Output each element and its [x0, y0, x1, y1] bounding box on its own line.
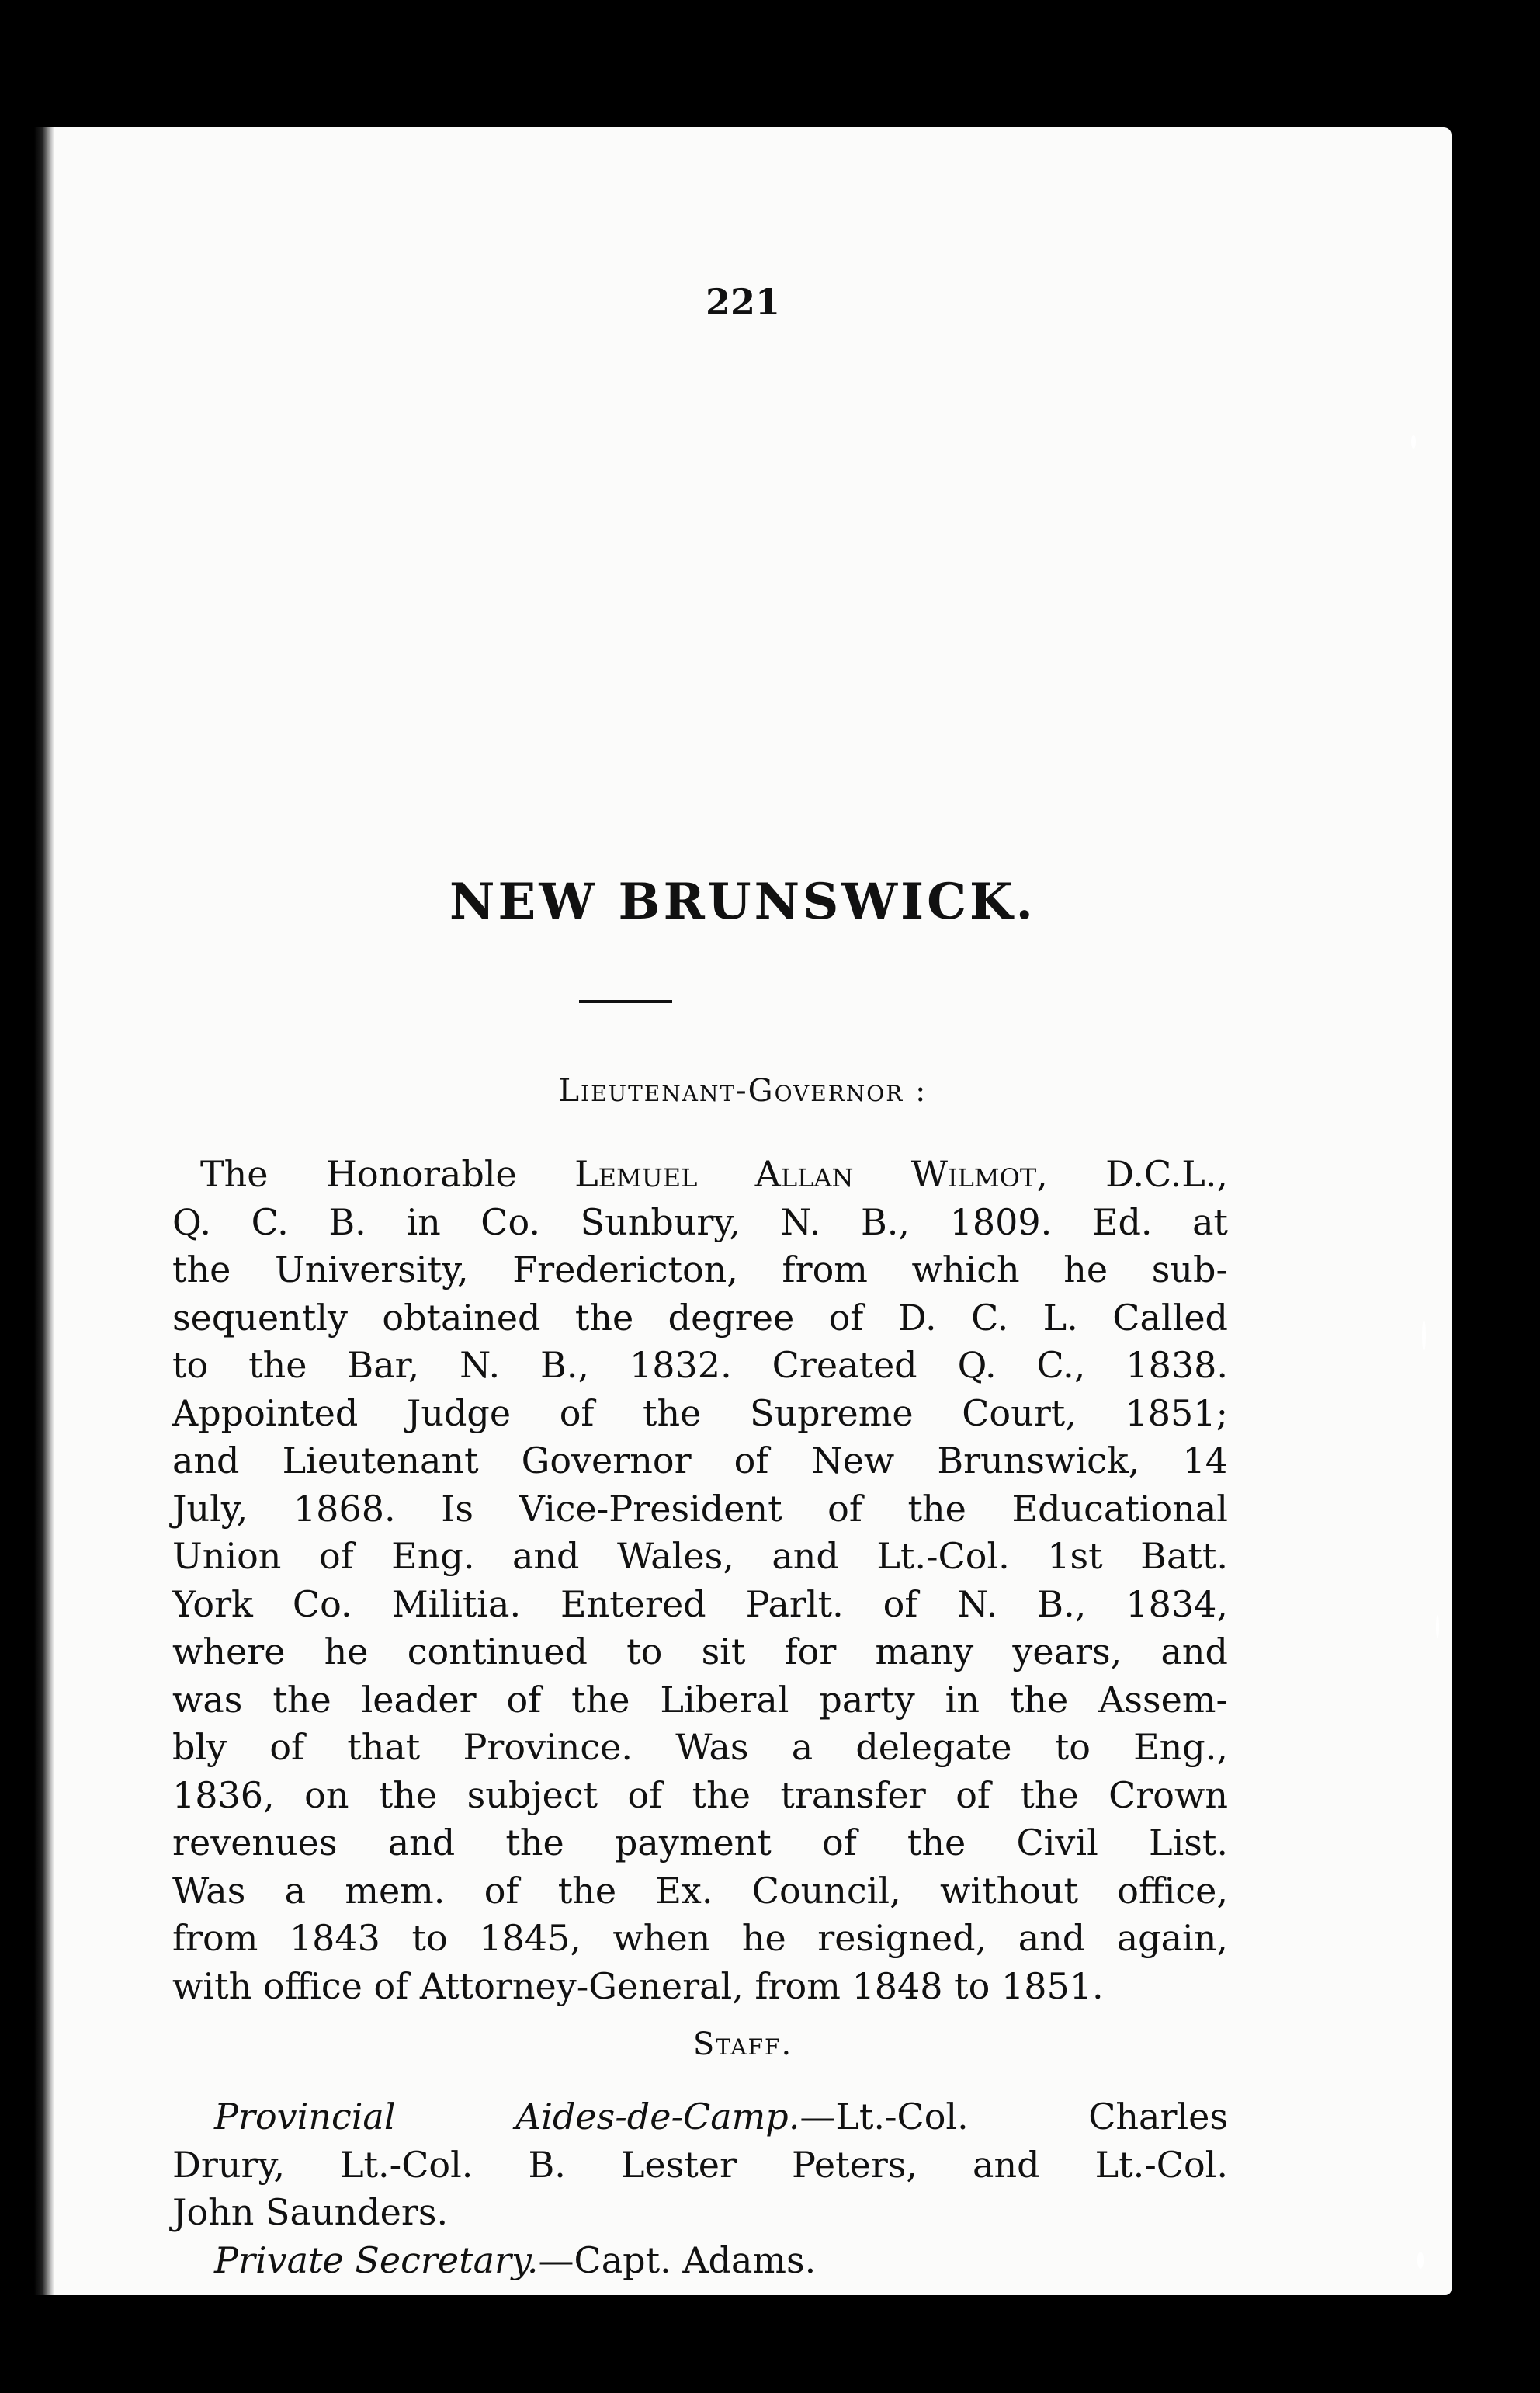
biography-line-suffix: , D.C.L., [1036, 1153, 1229, 1195]
biography-line: and Lieutenant Governor of New Brunswick, 14 [172, 1440, 1228, 1481]
binding-shadow [34, 127, 54, 2295]
biography-line: where he continued to sit for many years, and [172, 1631, 1228, 1672]
biography-line [172, 1151, 1228, 1199]
staff-paragraph [172, 2093, 1228, 2284]
governor-name: Lemuel Allan Wilmot [574, 1153, 1037, 1195]
aides-line: Drury, Lt.-Col. B. Lester Peters, and Lt.-Col. [172, 2143, 1228, 2186]
biography-line: revenues and the payment of the Civil List. [172, 1822, 1228, 1863]
scan-speck [1417, 2252, 1424, 2269]
secretary-label: Private Secretary. [214, 2238, 539, 2281]
biography-line: York Co. Militia. Entered Parlt. of N. B., 1834, [172, 1582, 1228, 1625]
biography-line: to the Bar, N. B., 1832. Created Q. C., 1838. [172, 1344, 1228, 1386]
aides-line [172, 2093, 1228, 2141]
lieutenant-governor-heading: Lieutenant-Governor : [558, 1073, 928, 1109]
staff-heading: Staff. [692, 2027, 793, 2062]
scan-speck [1411, 435, 1416, 449]
biography-line: sequently obtained the degree of D. C. L. Called [172, 1296, 1228, 1339]
secretary-text: —Capt. Adams. [538, 2238, 817, 2281]
aides-label: Provincial Aides-de-Camp. [214, 2096, 800, 2138]
page-number: 221 [705, 281, 781, 323]
biography-line-prefix: The Honorable [200, 1153, 575, 1195]
aides-text: —Lt.-Col. Charles [799, 2096, 1229, 2138]
biography-line: Was a mem. of the Ex. Council, without office, [172, 1869, 1228, 1912]
biography-line: bly of that Province. Was a delegate to Eng., [172, 1726, 1228, 1768]
biography-line: 1836, on the subject of the transfer of the Crown [172, 1773, 1228, 1816]
biography-paragraph [172, 1151, 1228, 2010]
biography-line: Union of Eng. and Wales, and Lt.-Col. 1st Batt. [172, 1535, 1228, 1577]
biography-line: with office of Attorney-General, from 1848 to 1851. [172, 1964, 1104, 2007]
biography-line: Appointed Judge of the Supreme Court, 1851; [172, 1391, 1228, 1434]
aides-line: John Saunders. [172, 2191, 449, 2233]
page-title: NEW BRUNSWICK. [449, 873, 1036, 931]
biography-line: from 1843 to 1845, when he resigned, and again, [172, 1917, 1228, 1959]
title-rule [579, 1000, 672, 1003]
secretary-line [172, 2237, 1228, 2285]
scan-speck [1436, 1615, 1439, 1638]
biography-line: was the leader of the Liberal party in the Assem- [172, 1678, 1228, 1721]
biography-line: July, 1868. Is Vice-President of the Educational [172, 1487, 1228, 1530]
scan-speck [1422, 1320, 1426, 1351]
biography-line: the University, Fredericton, from which he sub- [172, 1249, 1228, 1290]
book-page [34, 127, 1452, 2295]
biography-line: Q. C. B. in Co. Sunbury, N. B., 1809. Ed. at [172, 1200, 1228, 1243]
